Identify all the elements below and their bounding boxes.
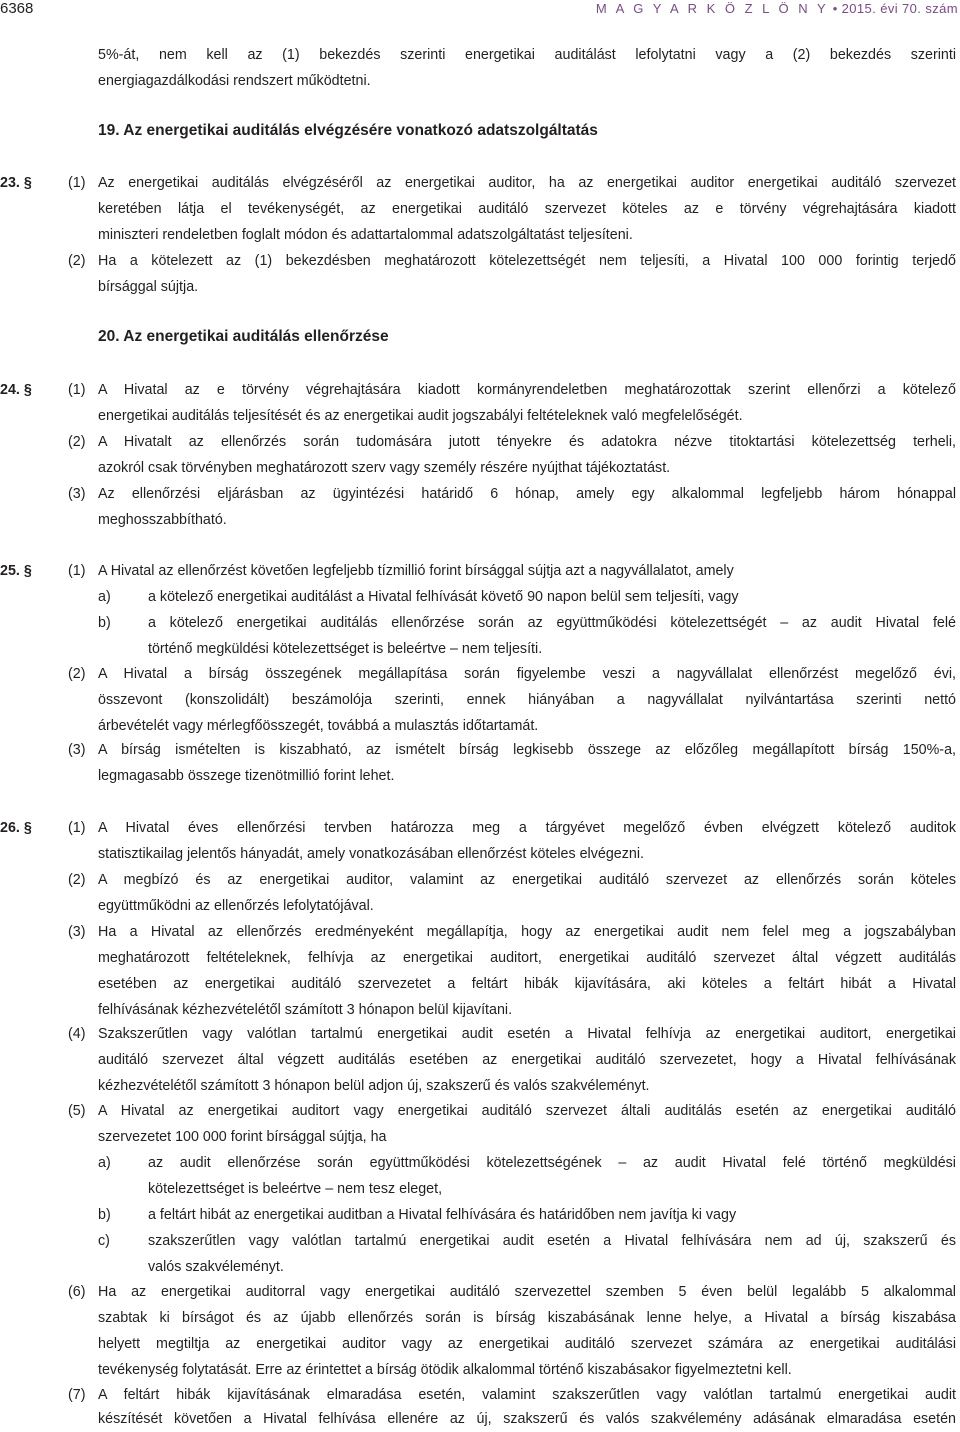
text-line: bírsággal sújtja. [98, 279, 199, 295]
subsection-number: (2) [68, 434, 86, 450]
text-line: Ha az energetikai auditorral vagy energetikai auditáló szervezettel szemben 5 éven belül legalább 5 alkalommal [98, 1284, 956, 1300]
intro-line-2: energiagazdálkodási rendszert működtetni. [98, 73, 371, 89]
journal-title: M A G Y A R K Ö Z L Ö N Y [595, 1, 829, 16]
point-label: a) [98, 1155, 111, 1171]
text-line: A Hivatal éves ellenőrzési tervben határozza meg a tárgyévet megelőző évben elvégzett kötelező auditok [98, 820, 956, 836]
text-line: A feltárt hibák kijavításának elmaradása esetén, valamint szakszerűtlen vagy valótlan tartalmú energetikai audit [98, 1387, 956, 1403]
point-label: a) [98, 589, 111, 605]
subsection-number: (2) [68, 666, 86, 682]
issue-label: 2015. évi 70. szám [841, 1, 958, 16]
text-line: a kötelező energetikai auditálást a Hivatal felhívását követő 90 napon belül sem teljesíti, vagy [148, 589, 739, 605]
subsection-number: (6) [68, 1284, 86, 1300]
page-header [0, 0, 960, 22]
text-line: szabtak ki bírságot és az újabb ellenőrzés során is bírság kiszabásának lenne helye, a Hivatal a bírság kiszabása [98, 1310, 956, 1326]
page-number: 6368 [0, 0, 34, 17]
text-line: esetében az energetikai auditáló szervezetet a feltárt hibák kijavítására, aki köteles a feltárt hibát a Hivatal [98, 976, 956, 992]
text-line: azokról csak törvényben meghatározott szerv vagy személy részére nyújthat tájékoztatást. [98, 460, 671, 476]
paragraph-24-number: 24. § [0, 382, 32, 398]
subsection-number: (3) [68, 742, 86, 758]
text-line: valós szakvéleményt. [148, 1259, 284, 1275]
text-line: kötelezettséget is beleértve – nem tesz eleget, [148, 1181, 443, 1197]
subsection-number: (2) [68, 253, 86, 269]
text-line: szakszerűtlen vagy valótlan tartalmú energetikai audit esetén a Hivatal felhívására nem ad új, szakszerű és [148, 1233, 956, 1249]
section-heading-19: 19. Az energetikai auditálás elvégzésére vonatkozó adatszolgáltatás [98, 122, 598, 139]
text-line: történő megküldési kötelezettséget is beleértve – nem teljesíti. [148, 641, 543, 657]
subsection-number: (1) [68, 175, 86, 191]
text-line: auditáló szervezet által végzett auditálás esetében az energetikai auditáló szervezetet, hogy a Hivatal felhívásának [98, 1052, 956, 1068]
text-line: tevékenység folytatását. Erre az érintettet a bírság ötödik alkalommal történő kiszabásakor figyelmeztetni kell. [98, 1362, 792, 1378]
text-line: Az energetikai auditálás elvégzéséről az energetikai auditor, ha az energetikai auditor energetikai auditáló szervezet [98, 175, 956, 191]
text-line: a feltárt hibát az energetikai auditban a Hivatal felhívására és határidőben nem javítja ki vagy [148, 1207, 737, 1223]
point-label: b) [98, 1207, 111, 1223]
subsection-number: (1) [68, 382, 86, 398]
text-line: A Hivatal az energetikai auditort vagy energetikai auditáló szervezet általi auditálás esetén az energetikai auditáló [98, 1103, 956, 1119]
text-line: a kötelező energetikai auditálás ellenőrzése során az együttműködési kötelezettségét – az audit Hivatal felé [148, 615, 956, 631]
text-line: A Hivatal a bírság összegének megállapítása során figyelembe veszi a nagyvállalat ellenőrzést megelőző évi, [98, 666, 956, 682]
subsection-number: (4) [68, 1026, 86, 1042]
text-line: szervezetet 100 000 forint bírsággal sújtja, ha [98, 1129, 387, 1145]
intro-line-1: 5%-át, nem kell az (1) bekezdés szerinti energetikai auditálást lefolytatni vagy a (2) bekezdés szerinti [98, 47, 956, 63]
section-heading-20: 20. Az energetikai auditálás ellenőrzése [98, 328, 389, 345]
text-line: Az ellenőrzési eljárásban az ügyintézési határidő 6 hónap, amely egy alkalommal legfeljebb három hónappal [98, 486, 956, 502]
text-line: együttműködni az ellenőrzés lefolytatójával. [98, 898, 374, 914]
text-line: statisztikailag jelentős hányadát, amely vonatkozásában ellenőrzést köteles elvégezni. [98, 846, 644, 862]
point-label: b) [98, 615, 111, 631]
subsection-number: (3) [68, 486, 86, 502]
paragraph-26-number: 26. § [0, 820, 32, 836]
text-line: energetikai auditálás teljesítését és az energetikai audit jogszabályi feltételeknek való megfelelőségét. [98, 408, 743, 424]
subsection-number: (3) [68, 924, 86, 940]
text-line: A Hivatal az e törvény végrehajtására kiadott kormányrendeletben meghatározottak szerint ellenőrzi a kötelező [98, 382, 956, 398]
journal-masthead [596, 1, 958, 16]
text-line: A megbízó és az energetikai auditor, valamint az energetikai auditáló szervezet az ellenőrzés során köteles [98, 872, 956, 888]
subsection-number: (2) [68, 872, 86, 888]
text-line: A Hivatalt az ellenőrzés során tudomására jutott tényekre és adatokra nézve titoktartási kötelezettség terheli, [98, 434, 956, 450]
text-line: keretében látja el tevékenységét, az energetikai auditáló szervezet köteles az e törvény végrehajtására kiadott [98, 201, 956, 217]
text-line: felhívásának kézhezvételétől számított 3 hónapon belül kijavítani. [98, 1002, 513, 1018]
text-line: árbevételét vagy mérlegfőösszegét, továbbá a mulasztás időtartamát. [98, 718, 539, 734]
text-line: kézhezvételétől számított 3 hónapon belül adjon új, szakszerű és valós szakvéleményt. [98, 1078, 650, 1094]
header-separator: • [832, 1, 838, 16]
text-line: az audit ellenőrzése során együttműködési kötelezettségének – az audit Hivatal felé történő megküldési [148, 1155, 956, 1171]
text-line: A Hivatal az ellenőrzést követően legfeljebb tízmillió forint bírsággal sújtja azt a nagyvállalatot, amely [98, 563, 734, 579]
subsection-number: (5) [68, 1103, 86, 1119]
subsection-number: (7) [68, 1387, 86, 1403]
paragraph-23-number: 23. § [0, 175, 32, 191]
text-line: meghosszabbítható. [98, 512, 227, 528]
text-line: Szakszerűtlen vagy valótlan tartalmú energetikai audit esetén a Hivatal felhívja az energetikai auditort, energetikai [98, 1026, 956, 1042]
text-line: legmagasabb összege tizenötmillió forint lehet. [98, 768, 395, 784]
text-line: A bírság ismételten is kiszabható, az ismételt bírság legkisebb összege az előzőleg megállapított bírság 150%-a, [98, 742, 956, 758]
subsection-number: (1) [68, 563, 86, 579]
text-line: Ha a Hivatal az ellenőrzés eredményeként megállapítja, hogy az energetikai audit nem felel meg a jogszabályban [98, 924, 956, 940]
text-line: Ha a kötelezett az (1) bekezdésben meghatározott kötelezettségét nem teljesíti, a Hivatal 100 000 forintig terjedő [98, 253, 956, 269]
text-line: meghatározott feltételeknek, felhívja az energetikai auditort, energetikai auditáló szervezet által végzett auditálás [98, 950, 956, 966]
text-line: miniszteri rendeletben foglalt módon és adattartalommal adatszolgáltatást teljesíteni. [98, 227, 633, 243]
paragraph-25-number: 25. § [0, 563, 32, 579]
subsection-number: (1) [68, 820, 86, 836]
text-line: helyett megtiltja az energetikai auditor vagy az energetikai auditáló szervezet számára az energetikai auditálási [98, 1336, 956, 1352]
point-label: c) [98, 1233, 110, 1249]
text-line: összevont (konszolidált) beszámolója szerinti, ennek hiányában a nagyvállalat nyilvántartása szerinti nettó [98, 692, 956, 708]
text-line: készítését követően a Hivatal felhívása ellenére az új, szakszerű és valós szakvélemény adásának elmaradása esetén [98, 1411, 956, 1427]
